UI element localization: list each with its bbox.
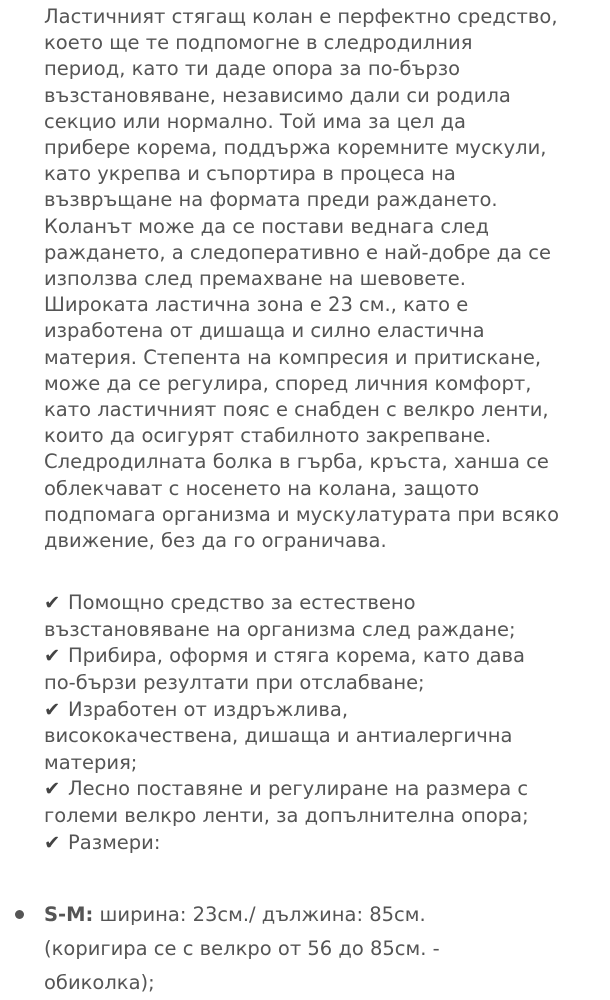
description-line: прибере корема, поддържа коремните мускули,: [44, 136, 547, 160]
checkmark-icon: ✔: [44, 697, 61, 721]
checkmark-icon: ✔: [44, 591, 61, 615]
feature-text: по-бързи резултати при отслабване;: [44, 671, 425, 695]
feature-text: възстановяване на организма след раждане;: [44, 617, 516, 641]
description-line: изработена от дишаща и силно еластична: [44, 319, 485, 343]
description-line: Коланът може да се постави веднага след: [44, 214, 490, 238]
description-line: възстановяване, независимо дали си родила: [44, 83, 511, 107]
description-line: които да осигурят стабилното закрепване.: [44, 424, 492, 448]
feature-item: [44, 697, 604, 777]
description-line: движение, без да го ограничава.: [44, 529, 387, 553]
description-line: възвръщане на формата преди раждането.: [44, 188, 498, 212]
description-line: което ще те подпомогне в следродилния: [44, 31, 473, 55]
description-line: секцио или нормално. Той има за цел да: [44, 109, 466, 133]
description-line: подпомага организма и мускулатурата при всяко: [44, 502, 560, 526]
description-line: период, като ти даде опора за по-бързо: [44, 57, 461, 81]
product-description: [44, 4, 604, 856]
feature-item: [44, 643, 604, 696]
feature-text: Прибира, оформя и стяга корема, като дава: [68, 644, 525, 668]
description-line: раждането, а следоперативно е най-добре да се: [44, 240, 551, 264]
feature-item: [44, 830, 604, 857]
feature-text: Помощно средство за естествено: [68, 591, 416, 615]
checkmark-icon: ✔: [44, 777, 61, 801]
description-paragraph: [44, 4, 604, 554]
size-label: S-M:: [44, 903, 94, 926]
checkmark-icon: ✔: [44, 644, 61, 668]
feature-text: Лесно поставяне и регулиране на размера с: [68, 777, 529, 801]
description-line: може да се регулира, според личния комфорт,: [44, 371, 532, 395]
size-note: (коригира се с велкро от 56 до 85см. -: [44, 937, 440, 960]
size-item: [44, 898, 440, 1000]
feature-item: [44, 590, 604, 643]
description-line: като укрепва и съпортира в процеса на: [44, 162, 456, 186]
feature-text: висококачествена, дишаща и антиалергична: [44, 724, 513, 748]
description-line: като ластичният пояс е снабден с велкро ленти,: [44, 398, 549, 422]
feature-text: големи велкро ленти, за допълнителна опора;: [44, 804, 529, 828]
description-line: Следродилната болка в гърба, кръста, ханша се: [44, 450, 549, 474]
feature-text: материя;: [44, 750, 138, 774]
feature-text: Изработен от издръжлива,: [68, 697, 349, 721]
size-dimensions: ширина: 23см./ дължина: 85см.: [99, 903, 426, 926]
description-line: Широката ластична зона е 23 см., като е: [44, 293, 469, 317]
feature-list: [44, 590, 604, 856]
description-line: облекчават с носенето на колана, защото: [44, 476, 480, 500]
feature-text: Размери:: [68, 830, 161, 854]
size-note: обиколка);: [44, 971, 155, 994]
description-line: Ластичният стягащ колан е перфектно средство,: [44, 5, 558, 28]
checkmark-icon: ✔: [44, 830, 61, 854]
description-line: използва след премахване на шевовете.: [44, 267, 466, 291]
feature-item: [44, 776, 604, 829]
description-line: материя. Степента на компресия и притискане,: [44, 345, 542, 369]
bullet-icon: [15, 910, 24, 919]
